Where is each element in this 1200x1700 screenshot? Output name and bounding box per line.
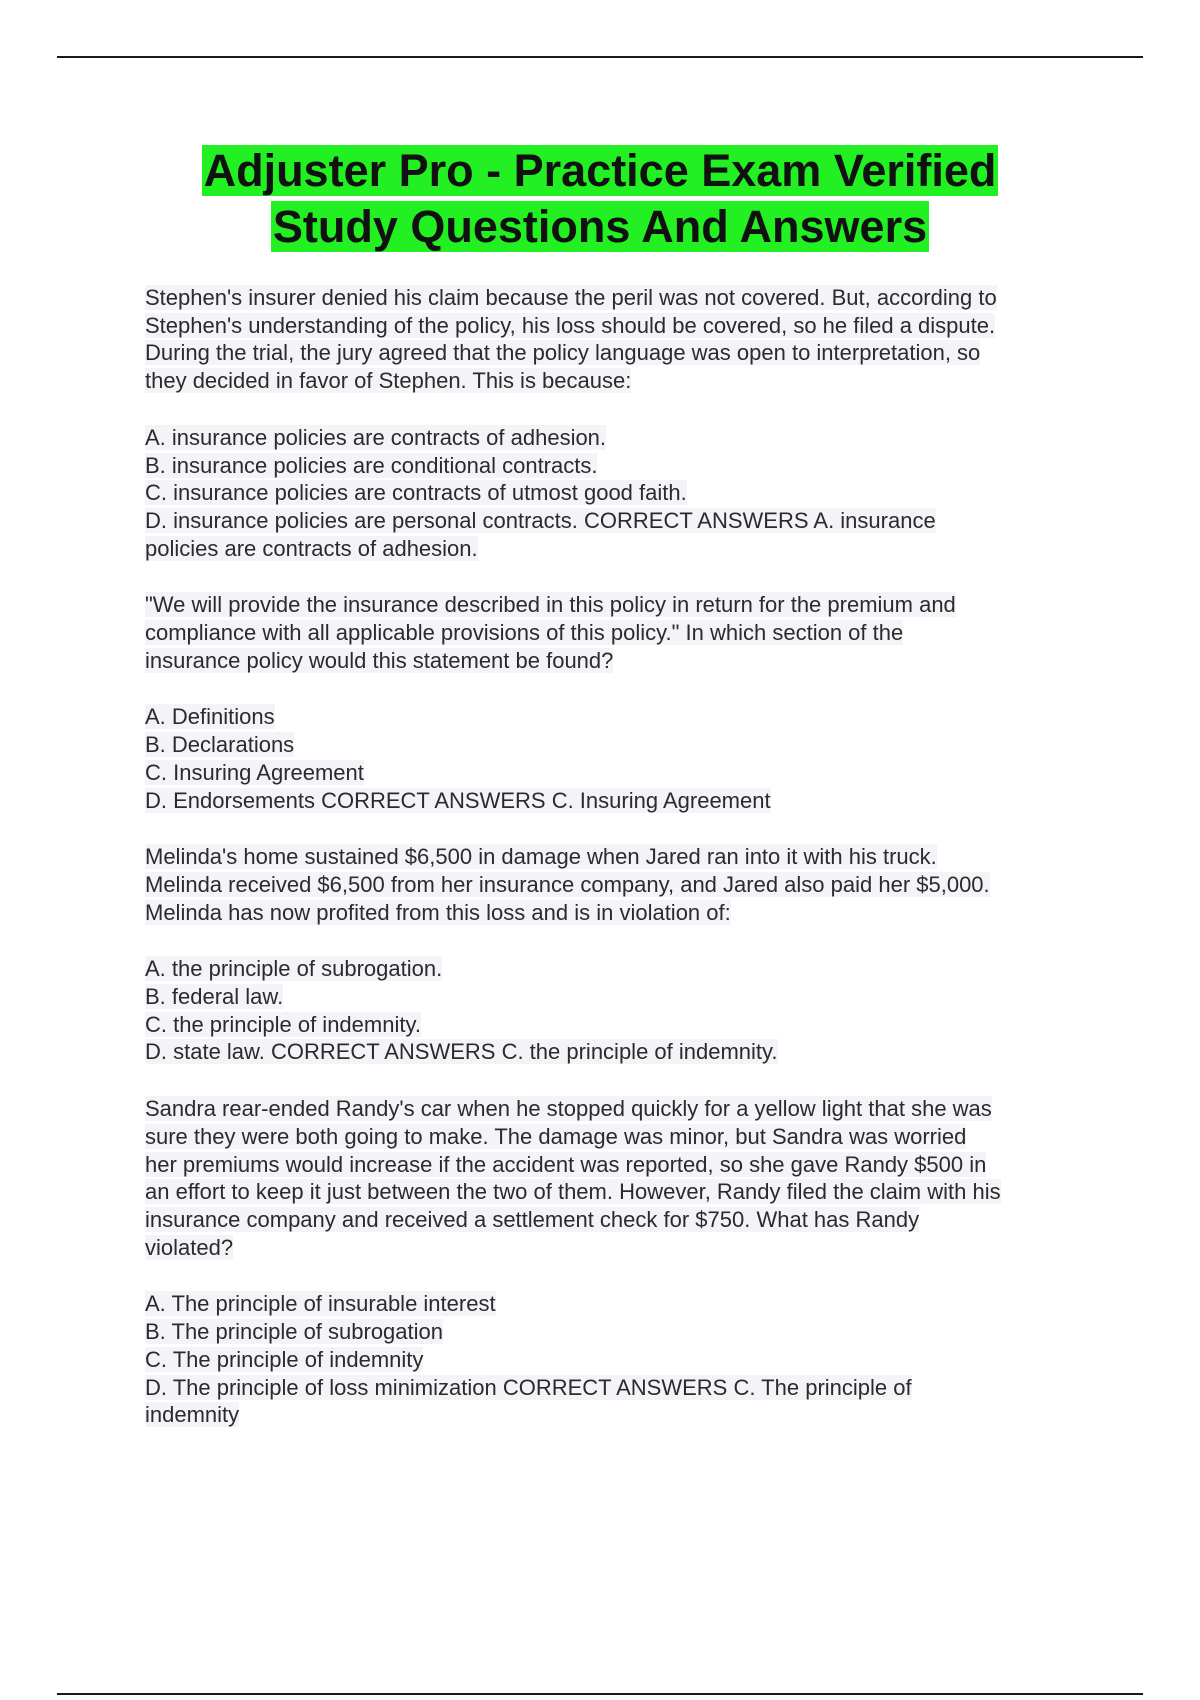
answer-option: C. the principle of indemnity. [145,1011,421,1037]
answer-option: indemnity [145,1402,240,1428]
answer-option: C. Insuring Agreement [145,759,364,785]
answer-option: C. insurance policies are contracts of utmost good faith. [145,480,687,506]
answer-option: A. The principle of insurable interest [145,1291,496,1317]
question-stem-line: Stephen's insurer denied his claim because the peril was not covered. But, according to [145,285,997,310]
answer-option: B. Declarations [145,732,295,758]
question-2 [145,591,1095,814]
answer-option: A. insurance policies are contracts of adhesion. [145,424,607,450]
question-3-options [145,955,1095,1066]
answer-option: D. Endorsements CORRECT ANSWERS C. Insuring Agreement [145,787,771,813]
question-stem-line: "We will provide the insurance described in this policy in return for the premium and [145,592,956,618]
answer-option: policies are contracts of adhesion. [145,535,478,561]
document-body [145,284,1095,1429]
question-stem-line: Melinda received $6,500 from her insurance company, and Jared also paid her $5,000. [145,871,990,897]
document-title [60,143,1140,255]
answer-option: B. federal law. [145,984,284,1010]
question-stem-line: insurance policy would this statement be found? [145,647,614,673]
question-stem-line: they decided in favor of Stephen. This is because: [145,368,632,394]
question-2-stem [145,591,1095,674]
question-1-stem [145,284,1095,395]
question-3 [145,843,1095,1066]
question-4-options [145,1290,1095,1429]
bottom-rule [57,1693,1143,1695]
answer-option: B. The principle of subrogation [145,1319,443,1345]
question-1 [145,284,1095,562]
answer-option: B. insurance policies are conditional contracts. [145,452,598,478]
question-stem-line: Sandra rear-ended Randy's car when he stopped quickly for a yellow light that she was [145,1096,992,1122]
question-stem-line: violated? [145,1234,234,1260]
top-rule [57,56,1143,58]
question-stem-line: an effort to keep it just between the two of them. However, Randy filed the claim with his [145,1179,1001,1205]
answer-option: D. The principle of loss minimization CORRECT ANSWERS C. The principle of [145,1374,912,1400]
question-2-options [145,703,1095,814]
answer-option: D. insurance policies are personal contracts. CORRECT ANSWERS A. insurance [145,507,936,533]
question-stem-line: insurance company and received a settlement check for $750. What has Randy [145,1206,920,1232]
answer-option: D. state law. CORRECT ANSWERS C. the principle of indemnity. [145,1039,778,1065]
question-stem-line: During the trial, the jury agreed that the policy language was open to interpretation, so [145,340,981,366]
question-stem-line: Melinda's home sustained $6,500 in damage when Jared ran into it with his truck. [145,844,937,870]
question-3-stem [145,843,1095,926]
question-4-stem [145,1095,1095,1261]
title-line-2: Study Questions And Answers [272,201,928,252]
question-4 [145,1095,1095,1429]
question-stem-line: sure they were both going to make. The damage was minor, but Sandra was worried [145,1123,967,1149]
question-stem-line: Melinda has now profited from this loss and is in violation of: [145,899,731,925]
answer-option: C. The principle of indemnity [145,1346,424,1372]
question-stem-line: Stephen's understanding of the policy, his loss should be covered, so he filed a dispute. [145,312,996,338]
title-line-1: Adjuster Pro - Practice Exam Verified [203,145,997,196]
answer-option: A. Definitions [145,704,275,730]
question-1-options [145,424,1095,563]
question-stem-line: her premiums would increase if the accident was reported, so she gave Randy $500 in [145,1151,987,1177]
answer-option: A. the principle of subrogation. [145,956,443,982]
question-stem-line: compliance with all applicable provisions of this policy." In which section of the [145,620,904,646]
